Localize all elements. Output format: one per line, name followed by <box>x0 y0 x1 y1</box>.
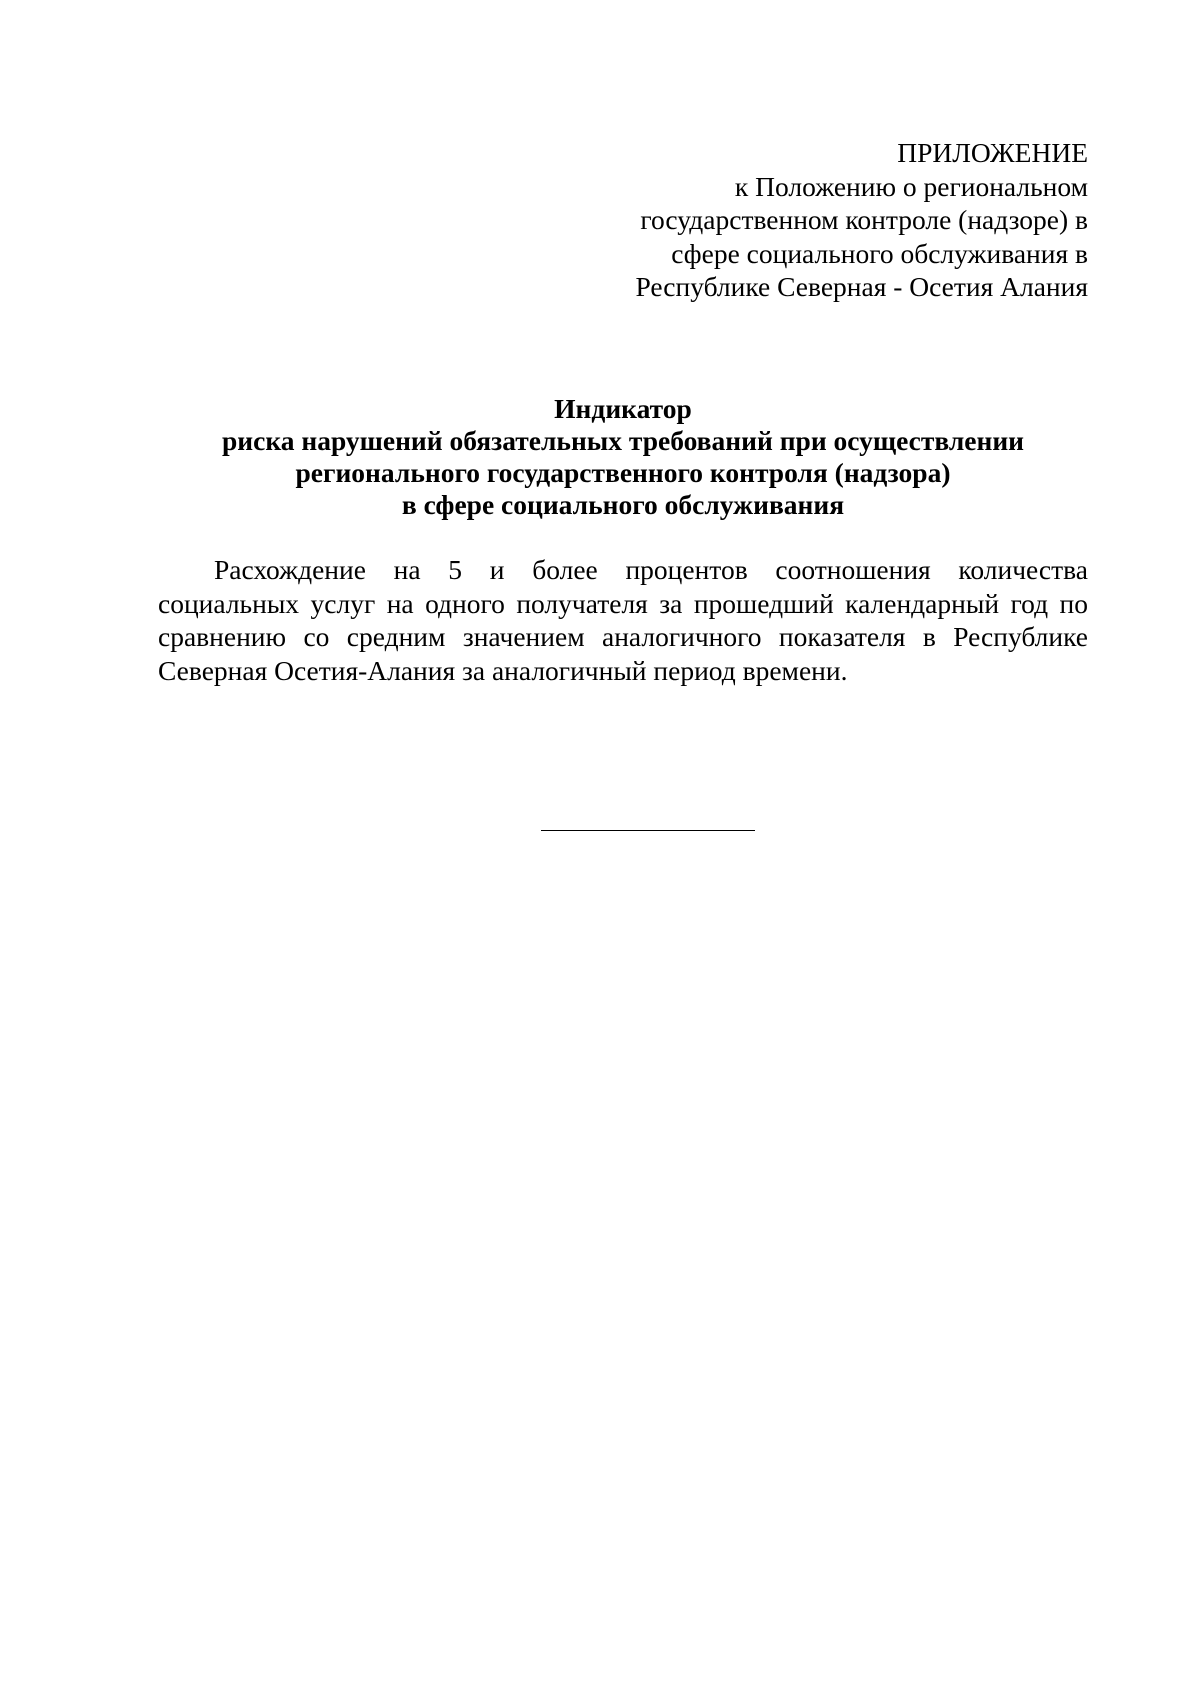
appendix-line: к Положению о региональном <box>734 170 1088 202</box>
appendix-line: Республике Северная - Осетия Алания <box>635 271 1088 302</box>
title-line: в сфере социального обслуживания <box>401 489 845 520</box>
title-line: регионального государственного контроля (надзора) <box>295 457 951 488</box>
appendix-line: сфере социального обслуживания в <box>671 237 1088 269</box>
title-heading: Индикатор <box>554 393 692 424</box>
appendix-label: ПРИЛОЖЕНИЕ <box>897 137 1088 168</box>
end-separator-line <box>541 830 755 831</box>
appendix-header <box>560 136 1088 304</box>
body-paragraph: Расхождение на 5 и более процентов соотношения количества социальных услуг на одного получателя за прошедший календарный год по сравнению со средним значением аналогичного показателя в Республике Северная Осетия-Алания за аналогичный период времени. <box>158 554 1088 686</box>
appendix-line: государственном контроле (надзоре) в <box>640 204 1088 235</box>
document-title <box>158 393 1088 521</box>
title-line: риска нарушений обязательных требований при осуществлении <box>221 425 1025 456</box>
